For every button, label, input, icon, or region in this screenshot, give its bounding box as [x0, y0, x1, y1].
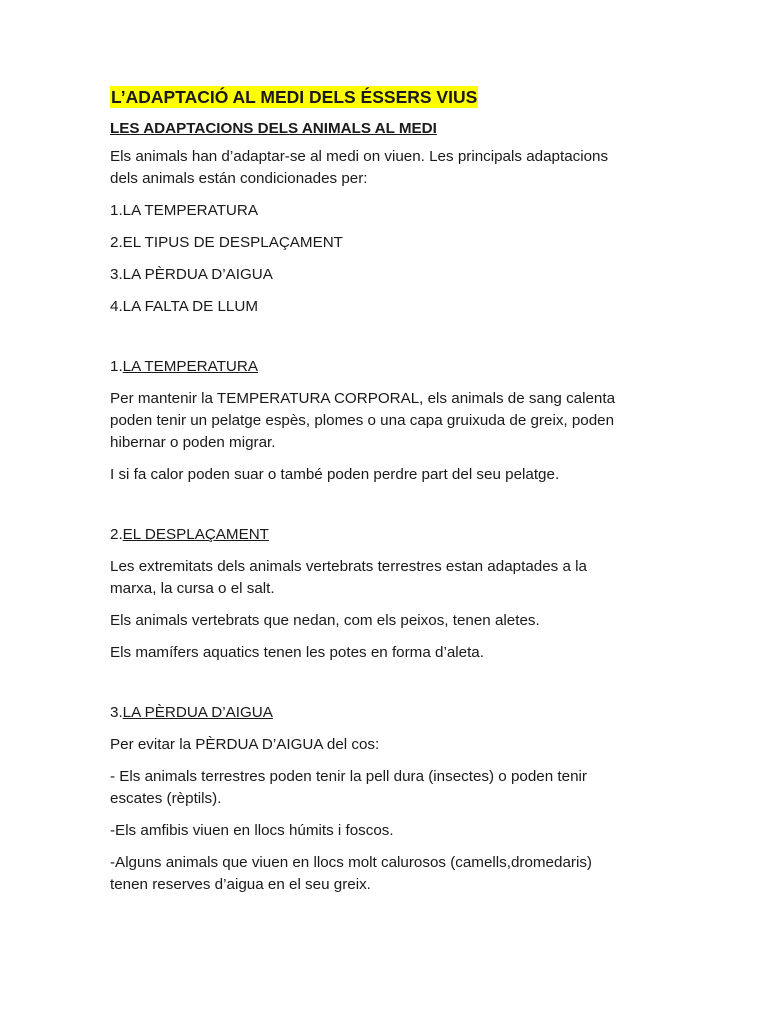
- paragraph-line: hibernar o poden migrar.: [110, 434, 276, 451]
- topic-list: [110, 200, 670, 318]
- paragraph-line: poden tenir un pelatge espès, plomes o una capa gruixuda de greix, poden: [110, 412, 615, 429]
- paragraph-line: -Alguns animals que viuen en llocs molt calurosos (camells,dromedaris): [110, 854, 592, 871]
- section-number: 1.: [110, 358, 123, 375]
- intro-line: dels animals están condicionades per:: [110, 170, 368, 187]
- section-perdua-aigua: [110, 702, 670, 896]
- section-paragraph: [110, 642, 670, 664]
- section-paragraph: [110, 820, 670, 842]
- section-number: 2.: [110, 526, 123, 543]
- section-paragraph: [110, 610, 670, 632]
- section-paragraph: [110, 556, 670, 600]
- paragraph-line: - Els animals terrestres poden tenir la pell dura (insectes) o poden tenir: [110, 768, 587, 785]
- list-item: 2.EL TIPUS DE DESPLAÇAMENT: [110, 234, 343, 251]
- section-spacer: [110, 328, 670, 356]
- list-item: 4.LA FALTA DE LLUM: [110, 298, 259, 315]
- paragraph-line: escates (rèptils).: [110, 790, 222, 807]
- paragraph-line: Els mamífers aquatics tenen les potes en forma d’aleta.: [110, 644, 484, 661]
- section-heading-text: LA TEMPERATURA: [122, 358, 258, 375]
- section-paragraph: [110, 734, 670, 756]
- section-heading-text: LA PÈRDUA D’AIGUA: [122, 704, 273, 721]
- document-title: L’ADAPTACIÓ AL MEDI DELS ÉSSERS VIUS: [111, 87, 478, 107]
- section-heading: [110, 356, 670, 378]
- paragraph-line: marxa, la cursa o el salt.: [110, 580, 275, 597]
- paragraph-line: -Els amfibis viuen en llocs húmits i foscos.: [110, 822, 394, 839]
- document-page: [110, 86, 670, 906]
- section-heading: [110, 524, 670, 546]
- section-heading-text: EL DESPLAÇAMENT: [122, 526, 269, 543]
- section-paragraph: [110, 766, 670, 810]
- section-temperatura: [110, 356, 670, 486]
- paragraph-line: Per mantenir la TEMPERATURA CORPORAL, els animals de sang calenta: [110, 390, 616, 407]
- section-spacer: [110, 496, 670, 524]
- list-item: 3.LA PÈRDUA D’AIGUA: [110, 266, 273, 283]
- list-item: 1.LA TEMPERATURA: [110, 202, 258, 219]
- paragraph-line: tenen reserves d’aigua en el seu greix.: [110, 876, 371, 893]
- paragraph-line: I si fa calor poden suar o també poden perdre part del seu pelatge.: [110, 466, 560, 483]
- document-subtitle: LES ADAPTACIONS DELS ANIMALS AL MEDI: [110, 120, 437, 137]
- section-heading: [110, 702, 670, 724]
- intro-paragraph: [110, 146, 670, 190]
- paragraph-line: Els animals vertebrats que nedan, com els peixos, tenen aletes.: [110, 612, 540, 629]
- section-desplacament: [110, 524, 670, 664]
- section-paragraph: [110, 852, 670, 896]
- intro-line: Els animals han d’adaptar-se al medi on viuen. Les principals adaptacions: [110, 148, 609, 165]
- section-paragraph: [110, 464, 670, 486]
- section-paragraph: [110, 388, 670, 454]
- paragraph-line: Les extremitats dels animals vertebrats terrestres estan adaptades a la: [110, 558, 587, 575]
- paragraph-line: Per evitar la PÈRDUA D’AIGUA del cos:: [110, 736, 380, 753]
- section-spacer: [110, 674, 670, 702]
- section-number: 3.: [110, 704, 123, 721]
